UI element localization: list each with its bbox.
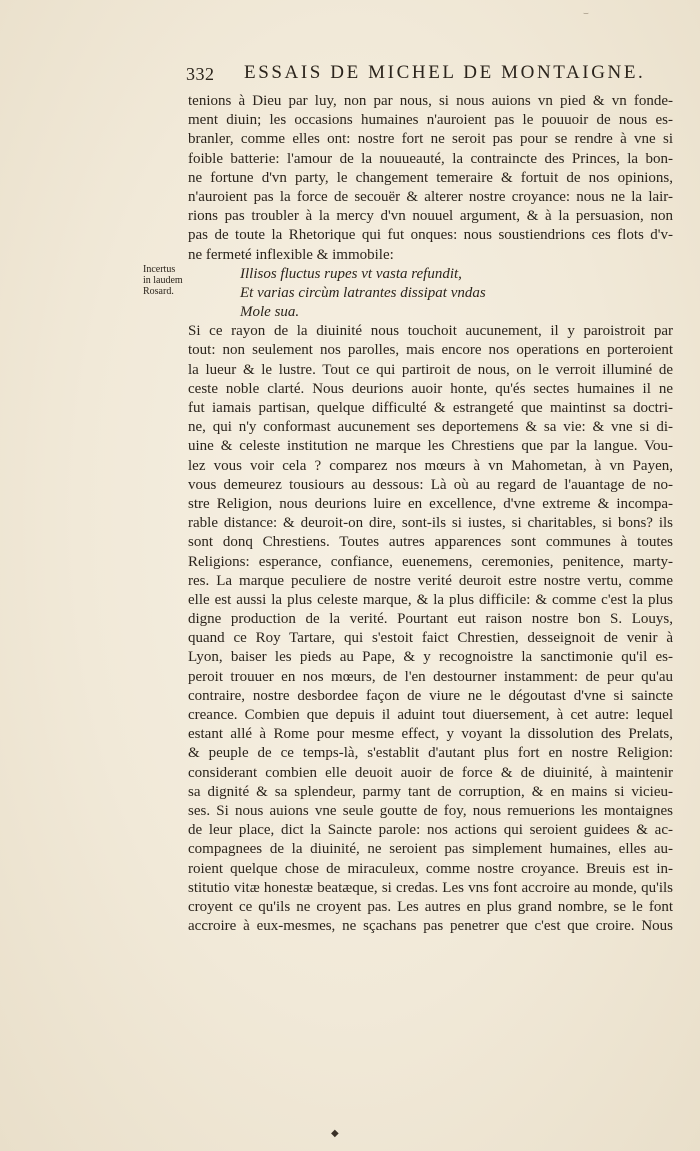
- text-line: res. La marque peculiere de nostre verité deuroit estre nostre vertu, comme: [188, 572, 673, 589]
- text-line: & peuple de ce temps-là, s'establit d'autant plus fort en nostre Religion:: [188, 745, 673, 762]
- text-line: lez vous voir cela ? comparez nos mœurs à vn Mahometan, à vn Payen,: [188, 457, 673, 474]
- text-line: compagnees de la diuinité, ne seroient pas simplement humaines, elles au-: [188, 841, 673, 858]
- text-line: tout: non seulement nos parolles, mais encore nos operations en porteroient: [188, 342, 673, 359]
- text-line: fut iamais partisan, quelque difficulté & estrangeté que maintinst sa doctri-: [188, 400, 673, 416]
- body-text: [188, 92, 673, 936]
- text-line: stre Religion, nous deurions luire en excellence, d'vne extreme & incompa-: [188, 495, 673, 512]
- text-line: elle est aussi la plus celeste marque, & la plus difficile: & comme c'est la plus: [188, 591, 673, 608]
- text-line: ment diuin; les occasions humaines n'auroient pas le pouuoir de nous es-: [188, 112, 673, 129]
- text-line: ne, qui n'y conformast aucunement ses deportemens & sa vie: & vne si di-: [188, 419, 673, 436]
- text-line: roient quelque chose de miraculeux, comme nostre croyance. Breuis est in-: [188, 860, 673, 877]
- text-line: n'auroient pas la force de secouër & alterer nostre croyance: nous ne la lair-: [188, 188, 673, 205]
- text-line: ne fermeté inflexible & immobile:: [188, 246, 394, 263]
- text-line: foible batterie: l'amour de la nouueauté, la contraincte des Princes, la bon-: [188, 150, 673, 167]
- top-edge-mark: ⌣: [583, 8, 589, 18]
- text-line: sa dignité & sa splendeur, parmy tant de corruption, & en mains si vicieu-: [188, 783, 673, 800]
- text-line: branler, comme elles ont: nostre fort ne seroit pas pour se rendre à vne si: [188, 131, 673, 148]
- text-line: de leur place, dict la Saincte parole: nos actions qui seroient guidees & ac-: [188, 822, 673, 839]
- marginal-note-line: Incertus: [143, 264, 176, 275]
- text-line: peroit trouuer en nos mœurs, de l'en destourner instamment: de peur qu'au: [188, 668, 673, 685]
- marginal-note-line: in laudem: [143, 275, 183, 286]
- text-line: sont donq Chrestiens. Toutes autres apparences sont communes à toutes: [188, 534, 673, 551]
- verse-line: Illisos fluctus rupes vt vasta refundit,: [240, 265, 462, 282]
- text-line: stitutio vitæ honestæ beatæque, si credas. Les vns font accroire au monde, qu'ils: [188, 879, 673, 896]
- text-line: tenions à Dieu par luy, non par nous, si nous auions vn pied & vn fonde-: [188, 93, 673, 109]
- text-line: Lyon, baiser les pieds au Pape, & y recognoistre la sanctimonie qu'il es-: [188, 649, 673, 666]
- text-line: pas de toute la Rhetorique qui fut onques: nous soustiendrions ces flots d'v-: [188, 227, 673, 244]
- text-line: considerant combien elle deuoit auoir de force & de diuinité, à maintenir: [188, 764, 673, 781]
- text-line: creance. Combien que depuis il aduint tout diuersement, à cet autre: lequel: [188, 707, 673, 723]
- text-line: ne fortune d'vn party, le changement temeraire & fortuit de nos opinions,: [188, 169, 673, 186]
- text-line: quand ce Roy Tartare, qui s'estoit faict Chrestien, desseignoit de venir à: [188, 630, 673, 647]
- verse-line: Et varias circùm latrantes dissipat vndas: [240, 284, 486, 301]
- running-title: ESSAIS DE MICHEL DE MONTAIGNE.: [244, 62, 646, 83]
- text-line: Si ce rayon de la diuinité nous touchoit aucunement, il y paroistroit par: [188, 323, 673, 340]
- text-line: ses. Si nous auions vne seule goutte de foy, nous remuerions les montaignes: [188, 802, 673, 819]
- text-line: la lueur & le lustre. Tout ce qui partiroit de nous, on le verroit illuminé de: [188, 361, 673, 378]
- text-line: uine & celeste institution ne marque les Chrestiens que par la langue. Vou-: [188, 438, 673, 455]
- text-line: digne production de la verité. Pourtant eut raison nostre bon S. Louys,: [188, 611, 673, 628]
- verse-line: Mole sua.: [240, 304, 300, 321]
- text-line: contraire, nostre desbordee façon de viure ne le dégoutast d'vne si saincte: [188, 687, 673, 704]
- text-line: vous demeurez tousiours au dessous: Là où au regard de l'auantage de no-: [188, 476, 673, 493]
- page-header: [186, 62, 656, 88]
- text-line: Religions: esperance, confiance, euenemens, ceremonies, penitence, marty-: [188, 553, 673, 570]
- text-line: croyent ce qu'ils ne croyent pas. Les autres en plus grand nombre, se le font: [188, 898, 673, 915]
- marginal-note-line: Rosard.: [143, 286, 174, 297]
- text-line: rable distance: & deuroit-on dire, sont-ils si iustes, si charitables, si bons? ils: [188, 515, 673, 532]
- text-line: rions pas troubler à la mercy d'vn nouuel argument, & à la persuasion, non: [188, 208, 673, 225]
- bottom-ornament-icon: ◆: [331, 1128, 339, 1139]
- text-line: accroire à eux-mesmes, ne sçachans pas penetrer que c'est que croire. Nous: [188, 918, 673, 935]
- text-line: estant allé à Rome pour mesme effect, y voyant la dissolution des Prelats,: [188, 726, 673, 743]
- page-number: 332: [186, 64, 215, 84]
- text-line: ceste noble clarté. Nous deurions auoir honte, qu'és sectes humaines il ne: [188, 380, 673, 397]
